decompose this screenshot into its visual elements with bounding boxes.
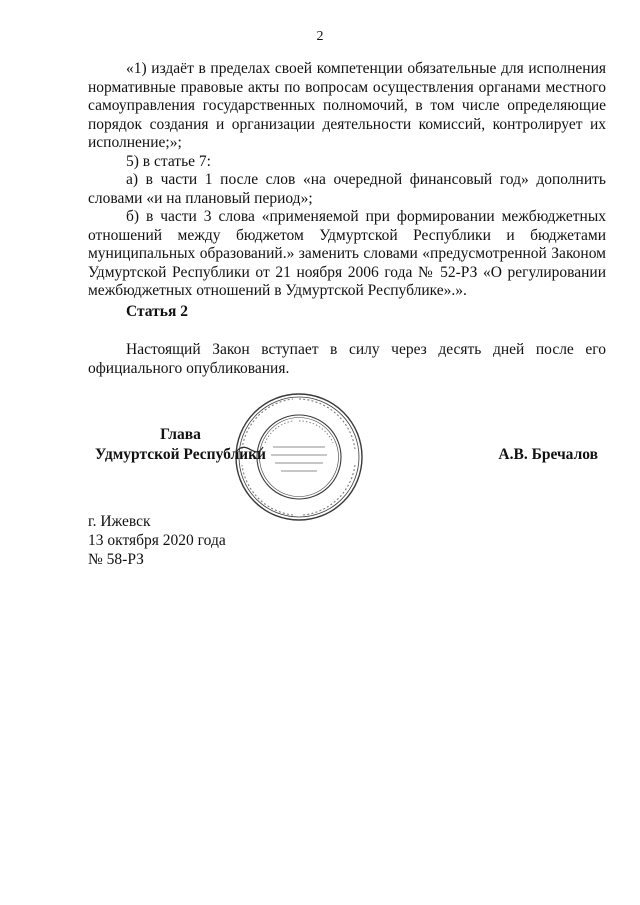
article-2-text — [88, 340, 606, 378]
article-2-paragraph: Настоящий Закон вступает в силу через десять дней после его официального опубликования. — [88, 341, 606, 377]
city: г. Ижевск — [88, 513, 151, 530]
paragraph-subclause-b: б) в части 3 слова «применяемой при формировании межбюджетных отношений между бюджетом Удмуртской Республики и бюджетами муниципальных образований.» заменить словами «предусмотренной Законом Удмуртской Республики от 21 ноября 2006 года № 52-РЗ «О регулировании межбюджетных отношений в Удмуртской Республике».». — [88, 208, 606, 299]
amendment-text — [88, 60, 606, 301]
place-and-date-block — [88, 512, 226, 569]
date: 13 октября 2020 года — [88, 532, 226, 549]
signatory-title-line-1: Глава — [160, 426, 201, 443]
paragraph-article-7-intro: 5) в статье 7: — [126, 152, 211, 170]
signatory-name: А.В. Бречалов — [498, 446, 598, 463]
signatory-title — [88, 425, 273, 465]
page-number: 2 — [316, 29, 324, 44]
signatory-title-line-2: Удмуртской Республики — [95, 446, 266, 463]
law-number: № 58-РЗ — [88, 551, 144, 568]
paragraph-clause-1: «1) издаёт в пределах своей компетенции обязательные для исполнения нормативные правовые акты по вопросам осуществления органами местного самоуправления государственных полномочий, в том числе определяющие порядок создания и организации деятельности комиссий, контролирует их исполнение;»; — [88, 60, 606, 151]
paragraph-subclause-a: а) в части 1 после слов «на очередной финансовый год» дополнить словами «и на плановый период»; — [88, 171, 606, 207]
article-2-heading: Статья 2 — [126, 303, 188, 320]
